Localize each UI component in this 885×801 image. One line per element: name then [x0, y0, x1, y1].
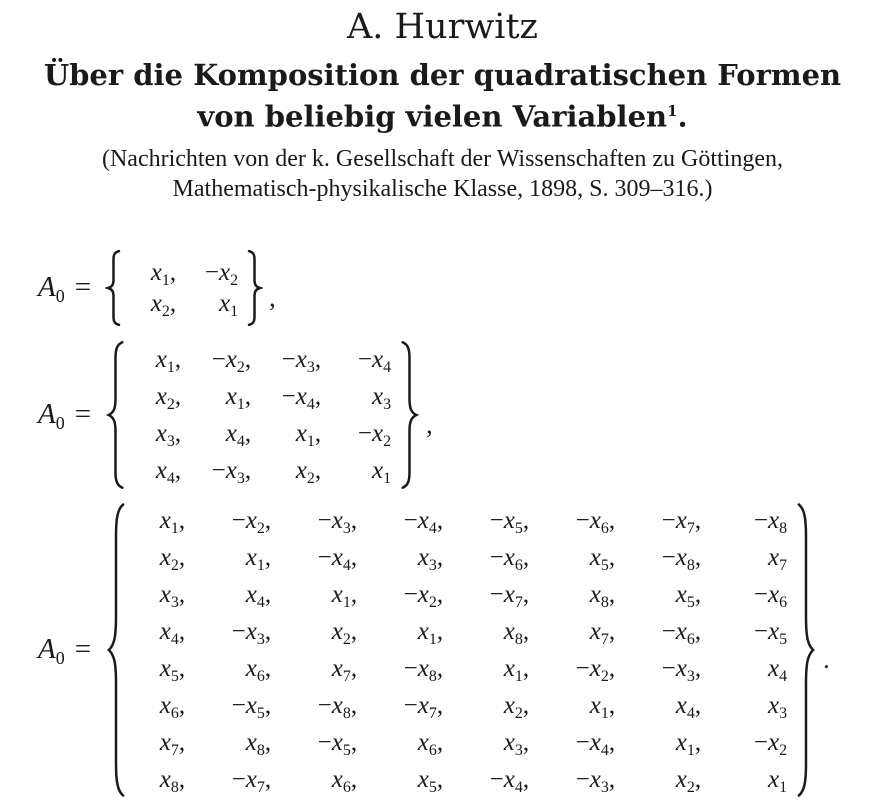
- matrix-cell: $x_4$,: [245, 580, 272, 611]
- matrix-cell: $x_5$,: [675, 580, 702, 611]
- equations-section: [0, 250, 885, 800]
- matrix-cell: $x_6$,: [417, 728, 444, 759]
- close-brace-icon: [399, 340, 420, 490]
- matrix-row: [128, 415, 391, 452]
- matrix-cell: $x_7$,: [159, 728, 186, 759]
- matrix-cell: $-x_4$,: [403, 506, 444, 537]
- matrix-row: [128, 341, 391, 378]
- footnote-marker: 1: [667, 102, 678, 120]
- matrix-row: [124, 257, 238, 288]
- symbol-A: A: [38, 398, 56, 431]
- matrix-cell: $-x_4$,: [575, 728, 616, 759]
- open-brace-icon: [105, 250, 122, 326]
- matrix-cell: $-x_2$: [204, 258, 239, 289]
- matrix-cell: $x_2$,: [295, 456, 322, 487]
- matrix-row: [129, 761, 787, 798]
- matrix-cell: $x_7$: [767, 543, 788, 574]
- symbol-A-subscript: 0: [55, 413, 65, 434]
- matrix-cell: $x_2$,: [675, 765, 702, 796]
- paper-title: [0, 57, 885, 135]
- matrix-cell: $-x_6$: [753, 580, 788, 611]
- matrix-cell: $x_4$: [767, 654, 788, 685]
- matrix-cell: $x_1$,: [155, 345, 182, 376]
- matrix-cell: $x_3$,: [503, 728, 530, 759]
- author-name: A. Hurwitz: [347, 7, 538, 47]
- matrix-cell: $x_2$,: [155, 382, 182, 413]
- equals-sign: =: [74, 633, 92, 666]
- matrix-cell: $-x_2$,: [231, 506, 272, 537]
- matrix-cell: $-x_3$,: [317, 506, 358, 537]
- matrix-cell: $x_2$,: [503, 691, 530, 722]
- matrix-cell: $x_3$,: [159, 580, 186, 611]
- matrix-cell: $x_8$,: [503, 617, 530, 648]
- open-brace-icon: [105, 340, 126, 490]
- matrix-row: [129, 687, 787, 724]
- matrix-cell: $x_1$: [371, 456, 392, 487]
- matrix-row: [129, 724, 787, 761]
- matrix-cell: $x_4$,: [675, 691, 702, 722]
- matrix-cell: $-x_2$,: [575, 654, 616, 685]
- matrix-cell: $x_7$,: [589, 617, 616, 648]
- paper-title-line-2: von beliebig vielen Variablen$^1$.: [197, 99, 688, 134]
- matrix-row: [129, 576, 787, 613]
- matrix-cell: $-x_5$,: [489, 506, 530, 537]
- matrix-row: [128, 452, 391, 489]
- symbol-A-subscript: 0: [55, 648, 65, 669]
- matrix-8x8: [129, 502, 787, 798]
- matrix-cell: $x_1$,: [589, 691, 616, 722]
- matrix-row: [124, 288, 238, 319]
- equation-lhs: [38, 398, 92, 434]
- matrix-cell: $x_6$,: [331, 765, 358, 796]
- matrix-row: [128, 378, 391, 415]
- matrix-cell: $-x_8$: [753, 506, 788, 537]
- paper-header: [0, 0, 885, 204]
- matrix-2x2: [124, 257, 238, 319]
- citation: [0, 144, 885, 204]
- matrix-cell: $x_6$,: [245, 654, 272, 685]
- matrix-cell: $-x_6$,: [575, 506, 616, 537]
- open-brace-icon: [105, 500, 127, 800]
- matrix-cell: $-x_4$,: [489, 765, 530, 796]
- matrix-cell: $-x_3$,: [281, 345, 322, 376]
- matrix-cell: $-x_5$,: [231, 691, 272, 722]
- matrix-cell: $-x_7$,: [489, 580, 530, 611]
- matrix-cell: $-x_4$: [357, 345, 392, 376]
- matrix-cell: $-x_2$,: [211, 345, 252, 376]
- matrix-cell: $x_8$,: [245, 728, 272, 759]
- citation-line-1: (Nachrichten von der k. Gesellschaft der Wissenschaften zu Göttingen,: [101, 145, 784, 172]
- symbol-A: A: [38, 633, 56, 666]
- matrix-cell: $x_4$,: [159, 617, 186, 648]
- matrix-cell: $x_5$,: [417, 765, 444, 796]
- matrix-cell: $-x_7$,: [231, 765, 272, 796]
- matrix-row: [129, 502, 787, 539]
- matrix-row: [129, 539, 787, 576]
- equation-punctuation: ,: [269, 282, 276, 312]
- matrix-cell: $x_6$,: [159, 691, 186, 722]
- equation-matrix-4x4: [0, 340, 885, 490]
- matrix-cell: $x_2$,: [159, 543, 186, 574]
- equation-lhs: [38, 271, 92, 307]
- equals-sign: =: [74, 271, 92, 304]
- matrix-cell: $x_1$,: [159, 506, 186, 537]
- close-brace-icon: [246, 250, 263, 326]
- matrix-cell: $x_8$,: [589, 580, 616, 611]
- matrix-cell: $-x_6$,: [489, 543, 530, 574]
- matrix-cell: $-x_3$,: [231, 617, 272, 648]
- matrix-cell: $x_3$,: [155, 419, 182, 450]
- matrix-cell: $x_1$,: [225, 382, 252, 413]
- matrix-cell: $x_1$: [218, 289, 239, 320]
- matrix-cell: $-x_4$,: [317, 543, 358, 574]
- matrix-row: [129, 613, 787, 650]
- matrix-cell: $-x_3$,: [575, 765, 616, 796]
- matrix-4x4: [128, 341, 391, 489]
- matrix-cell: $x_3$: [371, 382, 392, 413]
- matrix-cell: $x_4$,: [155, 456, 182, 487]
- matrix-cell: $x_3$: [767, 691, 788, 722]
- paper-title-line-1: Über die Komposition der quadratischen Formen: [43, 58, 842, 92]
- equation-lhs: [38, 633, 92, 669]
- matrix-cell: $x_1$,: [503, 654, 530, 685]
- citation-line-2: Mathematisch-physikalische Klasse, 1898, S. 309–316.): [172, 175, 713, 202]
- matrix-cell: $x_5$,: [159, 654, 186, 685]
- matrix-cell: $-x_2$,: [403, 580, 444, 611]
- matrix-cell: $x_8$,: [159, 765, 186, 796]
- matrix-cell: $-x_5$,: [317, 728, 358, 759]
- matrix-cell: $-x_8$,: [661, 543, 702, 574]
- matrix-cell: $-x_3$,: [661, 654, 702, 685]
- matrix-cell: $x_1$,: [245, 543, 272, 574]
- matrix-cell: $x_3$,: [417, 543, 444, 574]
- symbol-A-subscript: 0: [55, 286, 65, 307]
- matrix-cell: $x_2$,: [150, 289, 177, 320]
- matrix-cell: $x_1$: [767, 765, 788, 796]
- equals-sign: =: [74, 398, 92, 431]
- matrix-cell: $-x_5$: [753, 617, 788, 648]
- matrix-cell: $x_1$,: [417, 617, 444, 648]
- matrix-cell: $x_1$,: [675, 728, 702, 759]
- matrix-cell: $x_1$,: [295, 419, 322, 450]
- matrix-row: [129, 650, 787, 687]
- matrix-cell: $x_5$,: [589, 543, 616, 574]
- matrix-cell: $-x_7$,: [661, 506, 702, 537]
- matrix-cell: $-x_4$,: [281, 382, 322, 413]
- matrix-cell: $-x_7$,: [403, 691, 444, 722]
- equation-punctuation: .: [823, 644, 830, 674]
- matrix-cell: $-x_6$,: [661, 617, 702, 648]
- equation-punctuation: ,: [426, 409, 433, 439]
- matrix-cell: $x_1$,: [331, 580, 358, 611]
- equation-matrix-8x8: [0, 500, 885, 800]
- symbol-A: A: [38, 271, 56, 304]
- title-period: .: [677, 99, 688, 134]
- matrix-cell: $x_4$,: [225, 419, 252, 450]
- matrix-cell: $-x_2$: [357, 419, 392, 450]
- matrix-cell: $x_1$,: [150, 258, 177, 289]
- matrix-cell: $-x_8$,: [317, 691, 358, 722]
- matrix-cell: $-x_3$,: [211, 456, 252, 487]
- matrix-cell: $-x_2$: [753, 728, 788, 759]
- matrix-cell: $x_2$,: [331, 617, 358, 648]
- matrix-cell: $x_7$,: [331, 654, 358, 685]
- close-brace-icon: [795, 500, 817, 800]
- equation-matrix-2x2: [0, 250, 885, 326]
- matrix-cell: $-x_8$,: [403, 654, 444, 685]
